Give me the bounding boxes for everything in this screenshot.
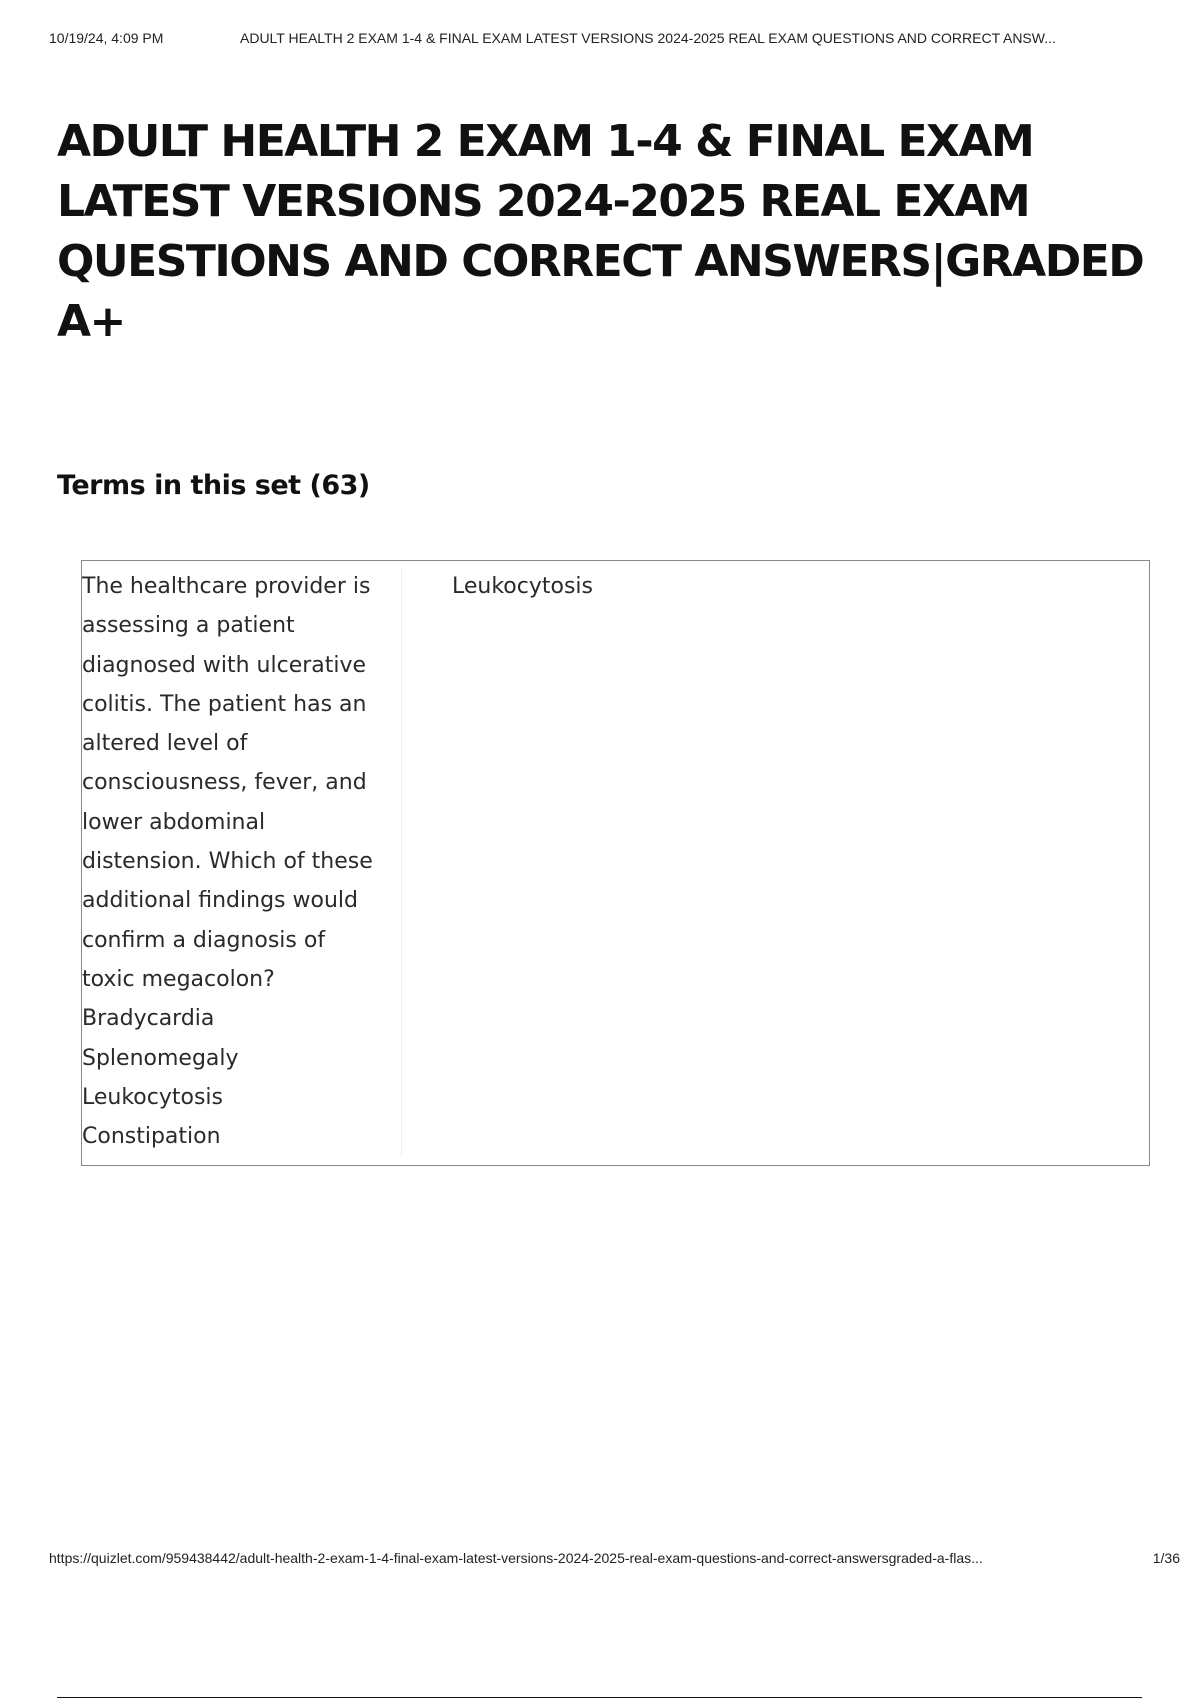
print-header: [49, 30, 1182, 46]
page-number: 1/36: [1152, 1550, 1180, 1566]
term-line: diagnosed with ulcerative: [82, 652, 367, 678]
document-title: [57, 112, 1167, 352]
document-title-line: ADULT HEALTH 2 EXAM 1-4 & FINAL EXAM: [57, 116, 1034, 167]
term-line: lower abdominal: [82, 809, 266, 835]
term-question: [82, 567, 402, 1156]
page-divider: [57, 1697, 1142, 1698]
term-line: The healthcare provider is: [82, 574, 371, 599]
term-line: consciousness, fever, and: [82, 770, 367, 796]
document-title-line: LATEST VERSIONS 2024-2025 REAL EXAM: [57, 176, 1030, 227]
term-line: confirm a diagnosis of: [82, 927, 326, 953]
terms-list: [81, 560, 1150, 1166]
document-title-line: A+: [57, 296, 125, 347]
print-date: 10/19/24, 4:09 PM: [49, 30, 164, 46]
document-title-line: QUESTIONS AND CORRECT ANSWERS|GRADED: [57, 236, 1144, 287]
answer-option: Bradycardia: [82, 1006, 215, 1032]
term-line: assessing a patient: [82, 613, 295, 639]
answer-option: Constipation: [82, 1124, 221, 1150]
term-line: colitis. The patient has an: [82, 691, 367, 717]
term-card: [82, 561, 1149, 1156]
terms-count-heading: Terms in this set (63): [57, 470, 370, 501]
print-footer: [49, 1550, 1182, 1566]
answer-option: Splenomegaly: [82, 1045, 239, 1071]
term-line: distension. Which of these: [82, 849, 373, 875]
term-line: toxic megacolon?: [82, 966, 275, 992]
answer-option: Leukocytosis: [82, 1084, 224, 1110]
term-definition: Leukocytosis: [452, 574, 594, 599]
term-line: additional findings would: [82, 888, 358, 914]
print-header-title: ADULT HEALTH 2 EXAM 1-4 & FINAL EXAM LATEST VERSIONS 2024-2025 REAL EXAM QUESTIONS AND CORRECT ANSW...: [240, 30, 1056, 46]
term-line: altered level of: [82, 731, 248, 757]
page-url[interactable]: https://quizlet.com/959438442/adult-health-2-exam-1-4-final-exam-latest-versions-2024-2025-real-exam-questions-and-correct-answersgraded-a-flas...: [49, 1550, 983, 1566]
